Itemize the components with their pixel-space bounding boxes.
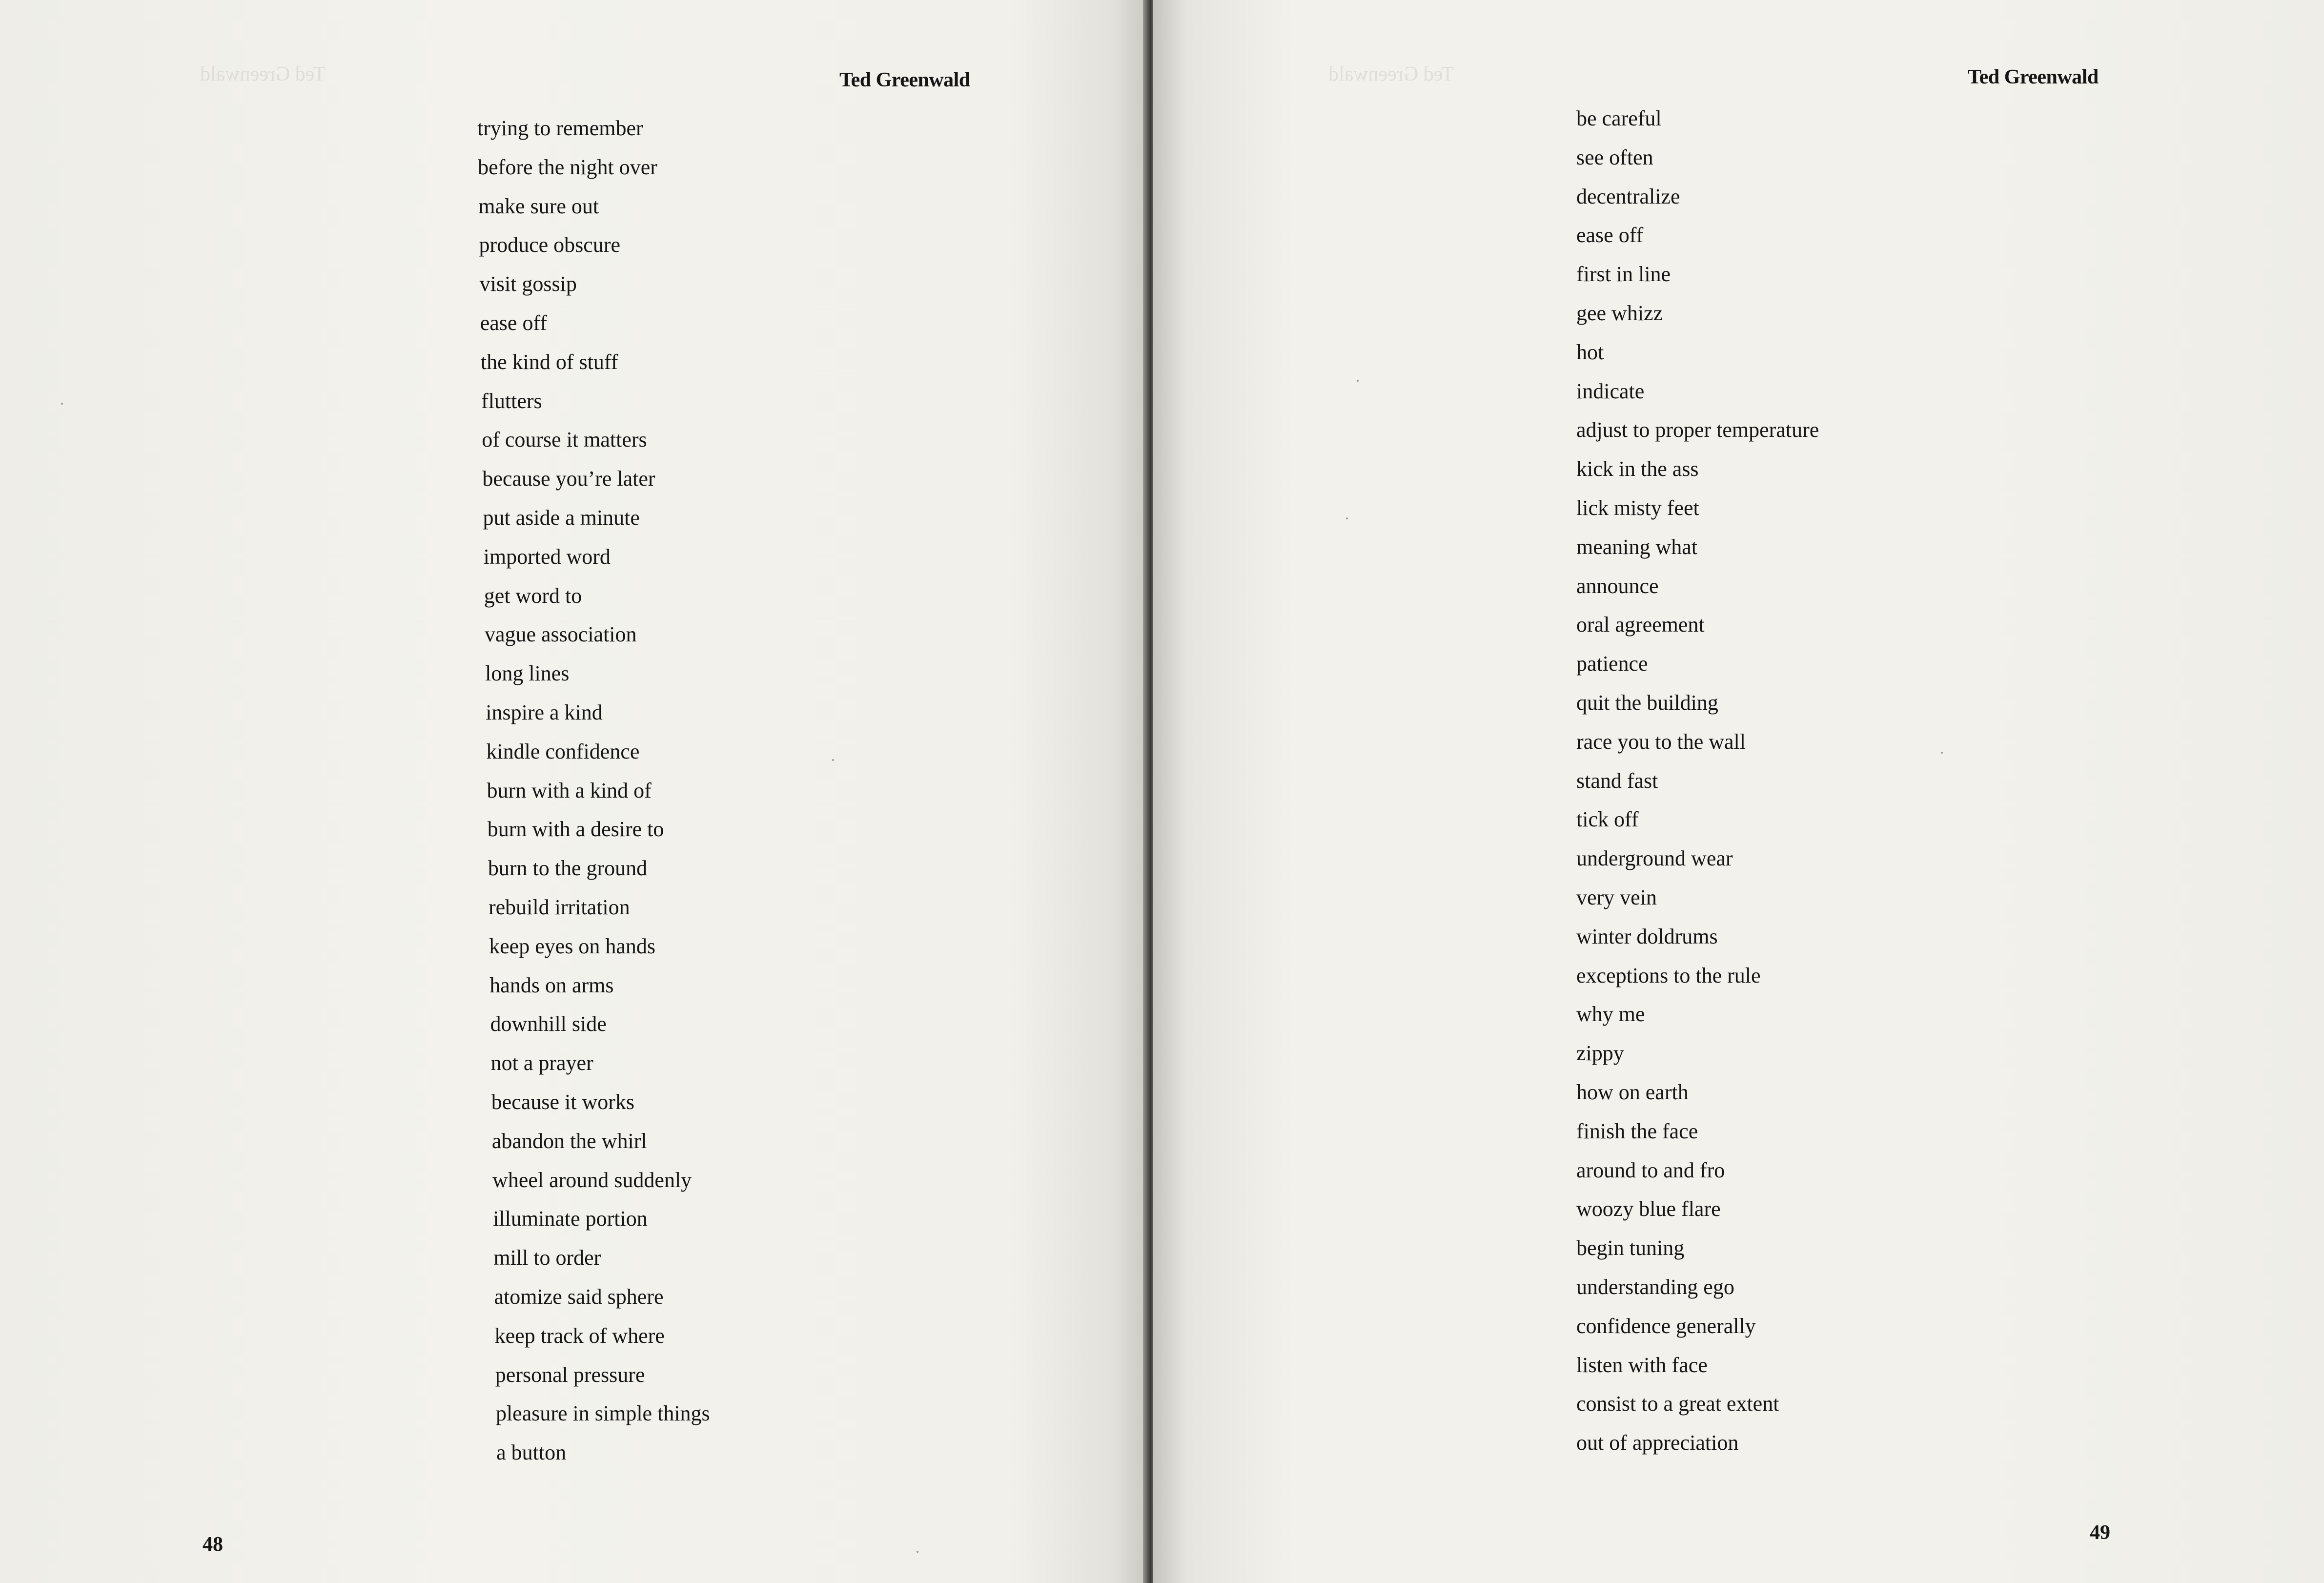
poem-line: pleasure in simple things [495,1401,710,1426]
poem-line: because you’re later [482,467,655,491]
poem-line: burn with a kind of [487,778,652,802]
poem-line: trying to remember [477,116,643,140]
show-through-head-left: Ted Greenwald [200,63,326,85]
poem-line: first in line [1576,262,1671,287]
poem-line: burn with a desire to [487,817,664,842]
poem-line: underground wear [1576,846,1733,871]
poem-line: zippy [1576,1041,1624,1066]
poem-line: hands on arms [489,973,614,997]
poem-line: atomize said sphere [494,1284,664,1309]
left-poem [477,109,710,1472]
poem-line: adjust to proper temperature [1576,418,1819,442]
poem-line: produce obscure [479,233,620,257]
poem-line: abandon the whirl [491,1129,647,1153]
poem-line: keep eyes on hands [489,934,656,958]
poem-line: very vein [1576,885,1657,909]
show-through-head-right: Ted Greenwald [1328,63,1454,85]
poem-line: patience [1576,652,1648,676]
poem-line: because it works [491,1090,634,1114]
poem-line: a button [496,1440,567,1465]
right-page [1153,0,2324,1583]
poem-line: kindle confidence [486,739,640,763]
poem-line: indicate [1576,379,1645,403]
poem-line: confidence generally [1576,1314,1756,1338]
poem-line: of course it matters [482,428,647,452]
paper-speck [1357,380,1359,382]
poem-line: personal pressure [495,1362,645,1387]
poem-line: gee whizz [1576,301,1663,325]
poem-line: get word to [484,583,582,608]
poem-line: ease off [1576,223,1644,247]
right-poem [1576,99,1819,1462]
poem-line: decentralize [1576,184,1680,208]
poem-line: meaning what [1576,535,1698,559]
poem-line: race you to the wall [1576,729,1746,754]
paper-speck [917,1551,918,1553]
poem-line: put aside a minute [483,505,640,530]
poem-line: the kind of stuff [480,349,618,374]
poem-line: wheel around suddenly [492,1168,692,1192]
left-page [0,0,1148,1583]
paper-speck [1941,752,1943,754]
poem-line: out of appreciation [1576,1431,1739,1455]
poem-line: winter doldrums [1576,924,1718,948]
poem-line: understanding ego [1576,1275,1734,1299]
poem-line: hot [1576,340,1604,364]
poem-line: why me [1576,1002,1645,1027]
poem-line: stand fast [1576,768,1658,793]
poem-line: downhill side [490,1012,607,1036]
paper-speck [1346,517,1348,519]
paper-speck [61,403,63,405]
poem-line: burn to the ground [488,856,648,881]
right-running-head: Ted Greenwald [1968,66,2099,88]
poem-line: see often [1576,145,1653,169]
poem-line: not a prayer [490,1051,593,1075]
poem-line: mill to order [493,1246,601,1270]
paper-speck [832,759,834,761]
poem-line: flutters [481,389,542,413]
poem-line: vague association [484,622,637,647]
poem-line: begin tuning [1576,1236,1685,1260]
poem-line: kick in the ass [1576,457,1699,481]
left-page-number: 48 [203,1533,223,1556]
poem-line: oral agreement [1576,613,1705,637]
poem-line: illuminate portion [493,1207,648,1231]
poem-line: keep track of where [494,1323,665,1348]
poem-line: ease off [480,310,547,335]
poem-line: woozy blue flare [1576,1197,1721,1221]
poem-line: how on earth [1576,1080,1689,1104]
poem-line: tick off [1576,807,1639,832]
poem-line: lick misty feet [1576,495,1699,520]
right-page-number: 49 [2090,1521,2110,1544]
poem-line: finish the face [1576,1119,1698,1143]
poem-line: imported word [483,544,611,569]
poem-line: around to and fro [1576,1158,1725,1182]
poem-line: inspire a kind [486,700,603,724]
poem-line: announce [1576,574,1659,598]
poem-line: long lines [485,661,570,686]
poem-line: before the night over [478,155,657,179]
poem-line: consist to a great extent [1576,1392,1779,1416]
poem-line: listen with face [1576,1353,1708,1377]
poem-line: exceptions to the rule [1576,963,1761,987]
poem-line: be careful [1576,106,1662,130]
left-running-head: Ted Greenwald [839,69,970,91]
poem-line: rebuild irritation [489,895,630,919]
poem-line: make sure out [478,194,599,218]
poem-line: quit the building [1576,690,1718,715]
poem-line: visit gossip [479,272,577,296]
